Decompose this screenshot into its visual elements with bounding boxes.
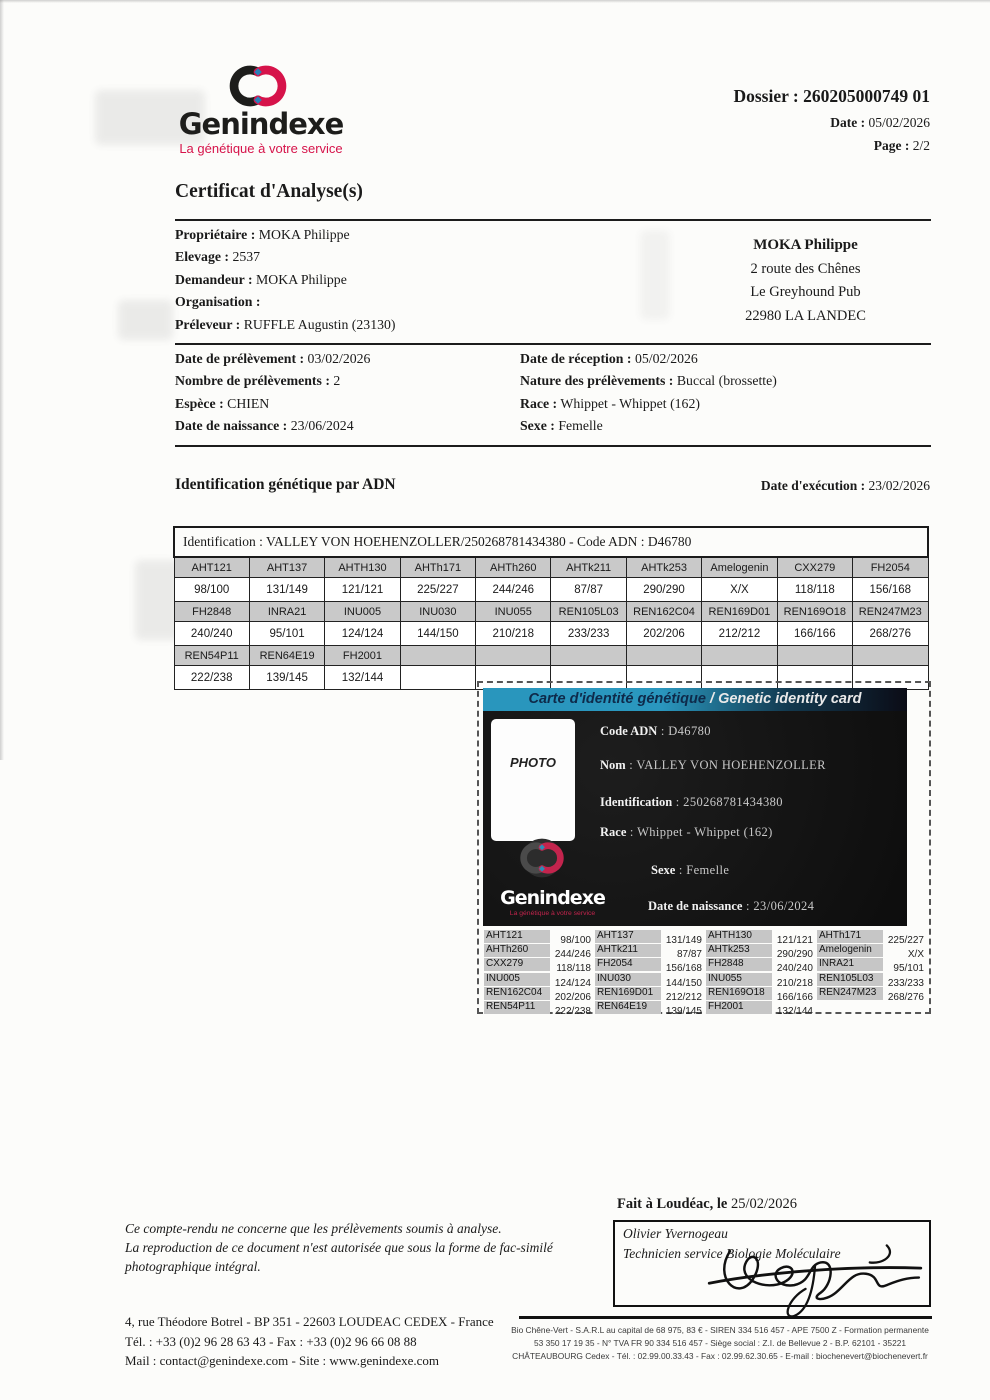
marker-value-cell: 240/240 — [174, 622, 249, 646]
card-marker-value: 240/240 — [776, 963, 813, 975]
marker-name-cell — [853, 646, 928, 666]
signature-image — [695, 1236, 935, 1321]
marker-value-cell: 290/290 — [626, 578, 701, 602]
card-marker-row — [484, 930, 930, 944]
page-number: Page : 2/2 — [873, 138, 930, 153]
marker-name-cell: FH2001 — [325, 646, 400, 666]
card-marker-name: REN247M23 — [817, 987, 883, 1000]
card-field-value: Femelle — [686, 863, 730, 877]
brand-name: Genindexe — [178, 107, 344, 141]
card-field-line — [648, 899, 814, 914]
scan-edge-artifact — [0, 0, 4, 760]
section-title: Identification génétique par ADN — [175, 476, 396, 493]
address-line: Le Greyhound Pub — [750, 284, 861, 300]
card-marker-name: FH2054 — [595, 958, 661, 971]
card-genindexe-logo-icon — [519, 833, 565, 883]
scan-edge-artifact — [0, 0, 990, 3]
field-label: Sexe : — [520, 418, 555, 434]
field-line — [175, 418, 370, 440]
field-label: Elevage : — [175, 249, 230, 265]
card-field-label: Sexe — [651, 863, 676, 877]
address-block — [648, 234, 963, 328]
marker-value-cell: 156/168 — [853, 578, 928, 602]
card-marker-name: Amelogenin — [817, 944, 883, 957]
footer-phone: Tél. : +33 (0)2 96 28 63 43 - Fax : +33 (0)2 96 66 08 88 — [125, 1333, 417, 1349]
field-line — [175, 396, 370, 418]
field-value: RUFFLE Augustin (23130) — [240, 316, 396, 332]
marker-name-cell: INU030 — [400, 602, 475, 622]
marker-name-cell: AHTk253 — [626, 557, 701, 578]
card-marker-name: REN64E19 — [595, 1001, 661, 1014]
disclaimer-text — [125, 1219, 553, 1277]
place-date-line: Fait à Loudéac, le 25/02/2026 — [617, 1196, 798, 1212]
marker-value-cell: X/X — [702, 578, 777, 602]
photo-placeholder — [491, 719, 575, 841]
card-marker-name — [817, 1001, 883, 1014]
card-marker-value: 244/246 — [554, 949, 591, 961]
technician-name: Olivier Yvernogeau — [623, 1226, 728, 1241]
field-line — [175, 227, 395, 249]
card-marker-name: INU055 — [706, 973, 772, 986]
divider — [519, 1316, 932, 1319]
marker-value-cell: 166/166 — [777, 622, 852, 646]
field-line — [520, 396, 777, 418]
footer-contact — [125, 1312, 494, 1371]
legal-line: 53 350 17 19 35 - N° TVA FR 90 334 516 457 - Siège social : Z.I. de Bellevue 2 - B.P. 62101 - 35221 — [533, 1338, 907, 1349]
marker-name-cell: REN247M23 — [853, 602, 928, 622]
card-marker-value: 144/150 — [665, 977, 702, 989]
footer-mail: Mail : contact@genindexe.com - Site : www.genindexe.com — [125, 1353, 440, 1368]
separator: : — [742, 899, 754, 913]
card-marker-name: REN169D01 — [595, 987, 661, 1000]
marker-name-cell: REN54P11 — [174, 646, 249, 666]
field-value: MOKA Philippe — [255, 227, 350, 242]
card-marker-pair — [484, 1001, 595, 1017]
card-field-value: Whippet - Whippet (162) — [637, 825, 773, 839]
separator: : — [675, 863, 687, 877]
marker-name-cell: FH2054 — [853, 557, 928, 578]
card-marker-name: AHTh260 — [484, 944, 550, 957]
marker-value-cell: 144/150 — [400, 622, 475, 646]
card-marker-value: 166/166 — [776, 991, 813, 1003]
address-line: 2 route des Chênes — [750, 260, 861, 277]
field-value: Buccal (brossette) — [673, 373, 777, 389]
card-marker-value: 118/118 — [556, 963, 591, 975]
field-value: Femelle — [554, 418, 603, 434]
card-field-value: D46780 — [668, 724, 711, 738]
disclaimer-line: La reproduction de ce document n'est autorisée que sous la forme de fac-similé — [125, 1240, 553, 1256]
technician-role: Technicien service Biologie Moléculaire — [623, 1246, 841, 1261]
marker-value-cell: 132/144 — [325, 666, 400, 690]
field-line — [520, 351, 777, 373]
card-marker-value: 121/121 — [776, 935, 813, 946]
legal-text — [503, 1324, 937, 1364]
card-field-label: Nom — [600, 758, 626, 772]
card-brand-name: Genindexe — [500, 887, 605, 909]
field-value: Whippet - Whippet (162) — [557, 395, 700, 411]
field-label: Date de naissance : — [175, 418, 288, 434]
field-value: 2537 — [229, 249, 261, 265]
card-marker-name: AHTH130 — [706, 930, 772, 943]
card-marker-name: CXX279 — [484, 958, 550, 971]
sample-right — [520, 351, 777, 441]
marker-value-cell: 244/246 — [476, 578, 551, 602]
card-marker-name: AHTh171 — [817, 930, 883, 943]
field-line — [175, 272, 395, 294]
divider — [175, 445, 931, 447]
card-marker-value: 210/218 — [776, 977, 813, 989]
address-line: MOKA Philippe — [753, 237, 858, 253]
card-marker-row — [484, 987, 930, 1001]
card-marker-value: 132/144 — [776, 1005, 813, 1017]
field-label: Espèce : — [175, 395, 224, 411]
card-marker-pair — [595, 1001, 706, 1017]
marker-name-cell: REN169D01 — [702, 602, 777, 622]
marker-name-cell: INU005 — [325, 602, 400, 622]
card-field-value: 250268781434380 — [683, 795, 783, 809]
genetic-identity-card-zone — [477, 681, 931, 1017]
marker-value-cell: 212/212 — [702, 622, 777, 646]
card-marker-name: REN105L03 — [817, 973, 883, 986]
separator: : — [672, 795, 684, 809]
marker-name-cell: REN105L03 — [551, 602, 626, 622]
card-field-line — [600, 795, 783, 810]
card-marker-value: 156/168 — [665, 963, 702, 975]
brand-tagline: La génétique à votre service — [179, 141, 343, 156]
card-marker-name: REN162C04 — [484, 987, 550, 1000]
card-marker-name: INU030 — [595, 973, 661, 986]
card-marker-name: AHTk211 — [595, 944, 661, 957]
card-field-line — [600, 758, 826, 773]
card-marker-name: INRA21 — [817, 958, 883, 971]
marker-name-cell — [551, 646, 626, 666]
field-line — [175, 317, 395, 339]
separator: : — [626, 825, 638, 839]
card-marker-row — [484, 1001, 930, 1015]
field-line — [175, 249, 395, 271]
card-marker-value: X/X — [907, 949, 924, 961]
card-marker-pair — [817, 1001, 928, 1017]
legal-line: CHÂTEAUBOURG Cedex - Tél. : 02.99.00.33.43 - Fax : 02.99.62.30.65 - E-mail : biochenevert@biochenevert.fr — [512, 1351, 928, 1362]
card-marker-value: 139/145 — [665, 1005, 702, 1017]
card-field-line — [600, 825, 773, 840]
field-value: CHIEN — [223, 395, 270, 411]
card-marker-value: 98/100 — [560, 935, 591, 946]
card-marker-name: REN169O18 — [706, 987, 772, 1000]
card-marker-value: 222/238 — [554, 1005, 591, 1017]
marker-name-cell: REN162C04 — [626, 602, 701, 622]
card-marker-value: 87/87 — [676, 949, 702, 961]
card-marker-pair — [706, 1001, 817, 1017]
page-title: Certificat d'Analyse(s) — [175, 181, 363, 202]
card-marker-value: 233/233 — [887, 977, 924, 989]
field-label: Date de réception : — [520, 351, 632, 366]
card-brand-tagline: La génétique à votre service — [509, 910, 596, 917]
marker-value-cell: 268/276 — [853, 622, 928, 646]
owner-fields — [175, 227, 395, 339]
marker-value-cell: 202/206 — [626, 622, 701, 646]
card-field-label: Identification — [600, 795, 673, 809]
legal-line: Bio Chêne-Vert - S.A.R.L au capital de 68 975, 83 € - SIREN 334 516 457 - APE 7500 Z - Formation permanente — [511, 1325, 929, 1335]
card-marker-value: 225/227 — [887, 935, 924, 946]
card-marker-name: INU005 — [484, 973, 550, 986]
dna-results-table — [173, 526, 929, 690]
divider — [175, 219, 931, 221]
card-marker-row — [484, 973, 930, 987]
card-marker-row — [484, 944, 930, 961]
field-value: 05/02/2026 — [631, 351, 698, 366]
field-line — [175, 351, 370, 373]
card-marker-name: FH2848 — [706, 958, 772, 971]
card-marker-row — [484, 958, 930, 975]
card-marker-name: FH2001 — [706, 1001, 772, 1014]
marker-value-cell: 118/118 — [777, 578, 852, 602]
address-line: 22980 LA LANDEC — [745, 307, 866, 324]
marker-name-cell: AHTh260 — [476, 557, 551, 578]
marker-value-cell: 124/124 — [325, 622, 400, 646]
card-marker-value: 212/212 — [665, 991, 702, 1003]
marker-name-cell — [626, 646, 701, 666]
field-value: 2 — [329, 373, 341, 389]
card-field-label: Code ADN — [600, 724, 658, 738]
marker-name-cell: INRA21 — [249, 602, 324, 622]
marker-value-cell: 95/101 — [249, 622, 324, 646]
marker-name-cell — [476, 646, 551, 666]
marker-name-cell: REN64E19 — [249, 646, 324, 666]
marker-name-cell: FH2848 — [174, 602, 249, 622]
card-marker-value: 290/290 — [776, 949, 813, 961]
separator: : — [625, 758, 637, 772]
marker-value-cell: 233/233 — [551, 622, 626, 646]
card-field-value: 23/06/2024 — [753, 899, 815, 913]
card-marker-value: 124/124 — [554, 977, 591, 989]
card-field-line — [600, 724, 711, 739]
photo-label: PHOTO — [510, 755, 556, 770]
marker-name-cell: REN169O18 — [777, 602, 852, 622]
field-label: Propriétaire : — [175, 227, 256, 242]
marker-value-cell: 225/227 — [400, 578, 475, 602]
card-marker-value: 131/149 — [665, 935, 702, 946]
card-field-value: VALLEY VON HOEHENZOLLER — [636, 758, 826, 772]
marker-name-cell: AHTH130 — [325, 557, 400, 578]
scan-bleed-artifact — [118, 300, 173, 340]
sample-left — [175, 351, 370, 441]
field-line — [520, 373, 777, 395]
field-label: Organisation : — [175, 294, 261, 310]
marker-name-cell: AHT121 — [174, 557, 249, 578]
marker-name-cell — [400, 646, 475, 666]
marker-name-cell: AHT137 — [249, 557, 324, 578]
marker-value-cell: 87/87 — [551, 578, 626, 602]
card-marker-name: AHT137 — [595, 930, 661, 943]
card-marker-name: REN54P11 — [484, 1001, 550, 1014]
disclaimer-line: photographique intégral. — [125, 1259, 261, 1275]
card-field-label: Date de naissance — [648, 899, 743, 913]
marker-name-cell: AHTh171 — [400, 557, 475, 578]
field-line — [175, 373, 370, 395]
footer-address: 4, rue Théodore Botrel - BP 351 - 22603 LOUDEAC CEDEX - France — [125, 1314, 494, 1329]
card-marker-name: AHT121 — [484, 930, 550, 943]
field-label: Demandeur : — [175, 271, 253, 287]
field-label: Nombre de prélèvements : — [175, 373, 330, 389]
marker-value-cell: 222/238 — [174, 666, 249, 690]
card-marker-value: 95/101 — [893, 963, 924, 975]
marker-value-cell — [400, 666, 475, 690]
card-marker-grid — [484, 930, 930, 1015]
disclaimer-line: Ce compte-rendu ne concerne que les prélèvements soumis à analyse. — [125, 1221, 502, 1236]
card-marker-value: 202/206 — [554, 991, 591, 1003]
field-label: Race : — [520, 395, 558, 411]
divider — [175, 343, 931, 345]
field-value: 23/06/2024 — [287, 418, 354, 434]
field-line — [175, 294, 395, 316]
marker-name-cell: INU055 — [476, 602, 551, 622]
field-value: 03/02/2026 — [304, 351, 371, 366]
card-field-line — [651, 863, 729, 878]
card-header: Carte d'identité génétique / Genetic identity card — [483, 688, 907, 711]
field-label: Date de prélèvement : — [175, 351, 305, 366]
marker-name-cell — [777, 646, 852, 666]
dossier-number: Dossier : 260205000749 01 — [733, 86, 930, 106]
marker-value-cell: 121/121 — [325, 578, 400, 602]
card-marker-name: AHTk253 — [706, 944, 772, 957]
execution-date: Date d'exécution : 23/02/2026 — [760, 478, 930, 493]
identity-card — [483, 711, 907, 926]
field-line — [520, 418, 777, 440]
field-label: Nature des prélèvements : — [520, 373, 674, 389]
marker-value-cell: 98/100 — [174, 578, 249, 602]
marker-value-cell: 210/218 — [476, 622, 551, 646]
field-label: Préleveur : — [175, 316, 241, 332]
separator: : — [657, 724, 669, 738]
marker-value-cell: 139/145 — [249, 666, 324, 690]
card-marker-value: 268/276 — [887, 991, 924, 1003]
marker-name-cell: CXX279 — [777, 557, 852, 578]
marker-name-cell: Amelogenin — [702, 557, 777, 578]
field-value — [260, 294, 263, 309]
document-date: Date : 05/02/2026 — [830, 115, 930, 130]
marker-name-cell: AHTk211 — [551, 557, 626, 578]
marker-name-cell — [702, 646, 777, 666]
card-field-label: Race — [600, 825, 627, 839]
dna-table-caption: Identification : VALLEY VON HOEHENZOLLER/250268781434380 - Code ADN : D46780 — [174, 527, 928, 557]
dossier-block — [733, 86, 930, 161]
field-value: MOKA Philippe — [252, 271, 347, 287]
marker-value-cell: 131/149 — [249, 578, 324, 602]
